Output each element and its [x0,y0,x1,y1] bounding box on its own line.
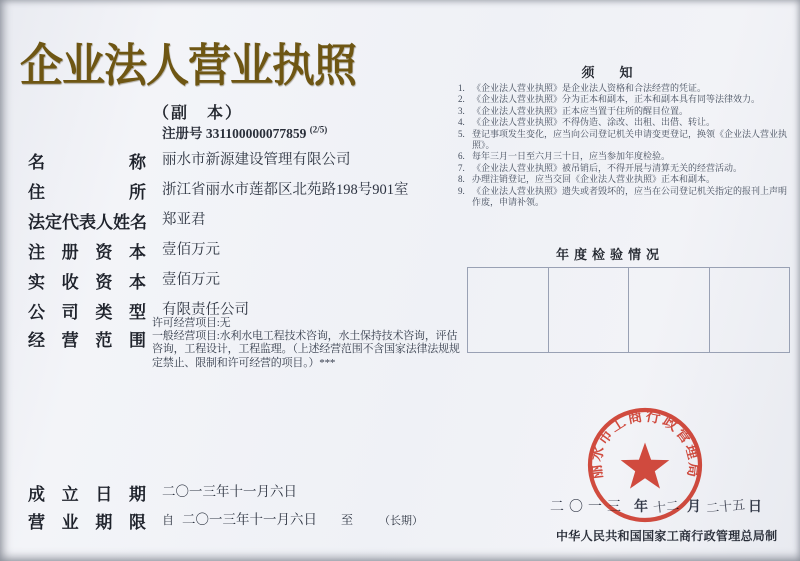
duplicate-copy-subtitle: （副 本） [152,105,243,122]
field-row-business-term [28,508,423,533]
business-term-from-label: 自 [162,513,175,527]
page-title: 企业法人营业执照 [20,40,356,92]
field-value-address: 浙江省丽水市莲都区北苑路198号901室 [162,182,409,198]
field-row-paid-in-capital [28,268,220,293]
field-value-name: 丽水市新源建设管理有限公司 [162,152,351,168]
official-seal [572,392,718,538]
field-row-registered-capital [28,238,220,263]
notice-item [458,163,792,174]
field-label-business-scope: 经营范围 [28,331,146,350]
issue-date-month: 十二 [652,497,680,516]
notice-item-text: 登记事项发生变化，应当向公司登记机关申请变更登记，换领《企业法人营业执照》。 [472,128,788,151]
notice-item-number: 9. [458,185,465,196]
seal-text: 丽水市工商行政管理局 [588,408,702,480]
business-term-to-value: （长期） [379,515,424,527]
notice-item [458,83,792,94]
issue-date-year-unit: 年 [634,500,648,515]
business-scope-licensed-items: 许可经营项目:无 [152,317,231,329]
notice-item-number: 8. [458,174,465,185]
notice-item-text: 《企业法人营业执照》被吊销后，不得开展与清算无关的经营活动。 [472,162,743,173]
field-row-business-scope [28,326,146,351]
registration-copy-index: (2/5) [309,124,328,135]
field-row-establishment-date [28,480,297,505]
annual-inspection-cell [468,268,548,352]
field-label-paid-in-capital: 实收资本 [28,273,146,292]
notice-item-text: 《企业法人营业执照》是企业法人资格和合法经营的凭证。 [472,83,707,93]
field-value-registered-capital: 壹佰万元 [162,242,220,258]
notice-item [458,151,792,162]
issue-date-year: 二〇一三 [550,500,626,515]
notice-title: 须 知 [581,65,639,80]
notice-item-text: 《企业法人营业执照》遗失或者毁坏的，应当在公司登记机关指定的报刊上声明作废，申请补领。 [472,185,788,208]
field-label-registered-capital: 注册资本 [28,243,146,262]
notice-item-text: 《企业法人营业执照》正本应当置于住所的醒目位置。 [472,105,689,116]
field-row-name [28,148,351,173]
issue-date-day: 二十五 [705,496,746,516]
field-label-company-type: 公司类型 [28,303,146,322]
field-label-legal-representative: 法定代表人姓名 [28,213,147,232]
field-label-address: 住所 [28,183,146,202]
notice-item-number: 3. [458,105,465,116]
notice-item [458,117,792,128]
field-value-legal-representative: 郑亚君 [162,212,206,228]
field-label-name: 名称 [28,153,146,172]
notice-item-number: 4. [458,117,465,128]
notice-item-number: 5. [458,128,465,139]
field-label-establishment-date: 成立日期 [28,485,146,504]
field-value-company-type: 有限责任公司 [162,302,249,318]
notice-item [458,106,792,117]
notice-item [458,129,792,152]
notice-item-text: 《企业法人营业执照》分为正本和副本，正本和副本具有同等法律效力。 [472,94,761,105]
notice-item-text: 《企业法人营业执照》不得伪造、涂改、出租、出借、转让。 [472,117,716,128]
field-row-address [28,178,409,203]
notice-item-number: 2. [458,94,465,105]
registration-number-value: 331100000077859 [205,126,307,141]
registration-number-line [162,122,327,142]
annual-inspection-cell [709,268,790,352]
notice-item-text: 办理注销登记，应当交回《企业法人营业执照》正本和副本。 [472,174,716,185]
notice-item [458,186,792,209]
registration-number-label: 注册号 [162,126,203,141]
annual-inspection-cell [628,268,709,352]
business-scope-text [152,317,466,370]
field-label-business-term: 营业期限 [28,513,146,532]
annual-inspection-table [467,267,790,353]
business-scope-general-items: 一般经营项目:水利水电工程技术咨询，水土保持技术咨询，评估咨询，工程设计，工程监理。（上述经营范围不含国家法律法规规定禁止、限制和许可经营的项目。）*** [152,330,460,369]
seal-star-icon [621,443,670,489]
business-term-value [162,508,423,528]
notice-item [458,174,792,185]
issue-date-day-unit: 日 [748,500,763,515]
field-value-paid-in-capital: 壹佰万元 [162,272,220,288]
annual-inspection-cell [548,268,629,352]
notice-list [458,83,792,208]
notice-item [458,94,792,105]
annual-inspection-title: 年度检验情况 [555,247,664,262]
notice-item-number: 6. [458,151,465,162]
notice-item-number: 1. [458,83,465,93]
notice-item-text: 每年三月一日至六月三十日，应当参加年度检验。 [472,151,671,162]
notice-item-number: 7. [458,162,465,173]
issuer-footer: 中华人民共和国国家工商行政管理总局制 [556,529,778,543]
field-value-establishment-date: 二〇一三年十一月六日 [162,484,297,499]
business-term-from-value: 二〇一三年十一月六日 [182,512,318,527]
field-row-legal-representative [28,208,206,233]
business-term-to-label: 至 [341,513,354,527]
issue-date-month-unit: 月 [687,500,702,515]
